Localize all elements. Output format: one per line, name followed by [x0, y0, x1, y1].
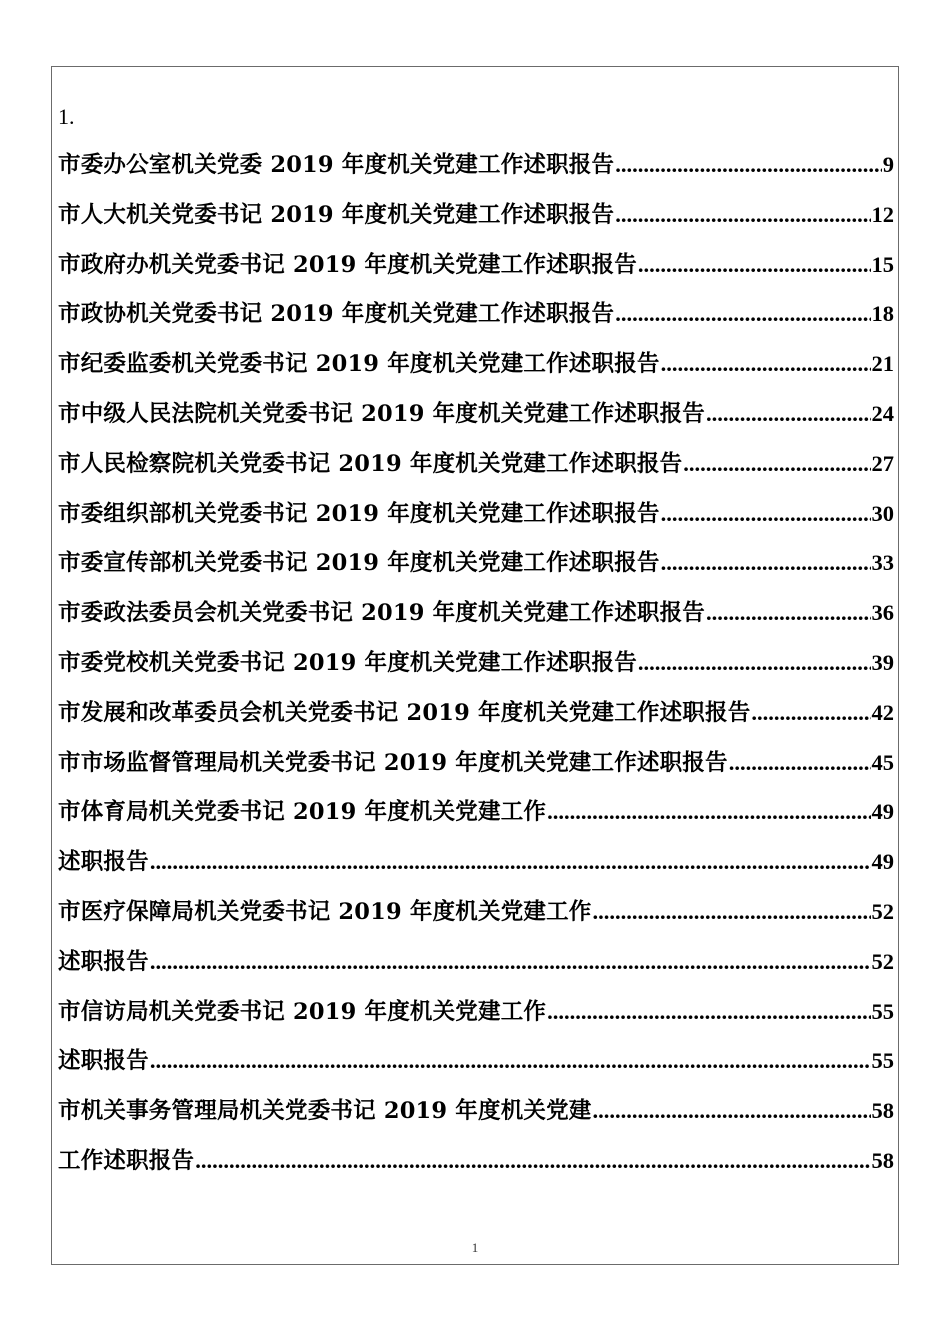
toc-entry-page: 49 — [871, 849, 894, 875]
toc-entry-page: 30 — [871, 500, 894, 526]
toc-entry[interactable] — [58, 247, 894, 297]
toc-dot-leader — [729, 745, 871, 781]
toc-entry-page: 58 — [871, 1098, 894, 1124]
toc-entry-title: 市体育局机关党委书记 2019 年度机关党建工作 — [58, 799, 547, 826]
toc-entry-title: 述职报告 — [58, 849, 149, 876]
toc-entry-page: 55 — [871, 998, 894, 1024]
toc-entry-title: 市发展和改革委员会机关党委书记 2019 年度机关党建工作述职报告 — [58, 699, 751, 726]
toc-entry[interactable] — [58, 1143, 894, 1193]
toc-dot-leader — [683, 446, 870, 482]
toc-entry-title: 市委办公室机关党委 2019 年度机关党建工作述职报告 — [58, 152, 615, 178]
toc-entry[interactable] — [58, 296, 894, 346]
toc-dot-leader — [706, 595, 871, 631]
toc-dot-leader — [615, 147, 882, 183]
toc-entry-title: 市委党校机关党委书记 2019 年度机关党建工作述职报告 — [58, 649, 637, 676]
toc-entry[interactable] — [58, 745, 894, 795]
footer-page-number: 1 — [471, 1240, 479, 1255]
toc-entry-title: 市医疗保障局机关党委书记 2019 年度机关党建工作 — [58, 898, 592, 925]
toc-entry-page: 39 — [871, 649, 894, 675]
toc-entry-page: 33 — [871, 550, 894, 576]
toc-entry-page: 52 — [871, 948, 894, 974]
toc-entry-page: 15 — [871, 251, 894, 277]
toc-entry[interactable] — [58, 197, 894, 247]
toc-entry-page: 36 — [871, 600, 894, 626]
toc-entry-title: 市委组织部机关党委书记 2019 年度机关党建工作述职报告 — [58, 500, 660, 527]
toc-entry[interactable] — [58, 595, 894, 645]
toc-entry-title: 市委宣传部机关党委书记 2019 年度机关党建工作述职报告 — [58, 550, 660, 577]
toc-dot-leader — [593, 894, 871, 930]
toc-entry[interactable] — [58, 894, 894, 944]
section-number: 1. — [58, 104, 75, 129]
toc-entry-title: 市人民检察院机关党委书记 2019 年度机关党建工作述职报告 — [58, 450, 683, 477]
toc-entry-page: 42 — [871, 699, 894, 725]
toc-entry-page: 18 — [871, 301, 894, 327]
toc-entry[interactable] — [58, 944, 894, 994]
toc-entry-title: 述职报告 — [58, 948, 149, 975]
toc-entry-title: 市信访局机关党委书记 2019 年度机关党建工作 — [58, 998, 547, 1025]
toc-dot-leader — [195, 1143, 870, 1179]
toc-entry[interactable] — [58, 446, 894, 496]
toc-dot-leader — [638, 247, 871, 283]
toc-entry-page: 45 — [871, 749, 894, 775]
toc-dot-leader — [751, 695, 870, 731]
toc-entry-page: 58 — [871, 1147, 894, 1173]
toc-entry-page: 55 — [871, 1048, 894, 1074]
toc-entry-page: 27 — [871, 450, 894, 476]
toc-entry-page: 9 — [882, 152, 894, 177]
toc-entry[interactable] — [58, 147, 894, 197]
toc-entry-page: 52 — [871, 898, 894, 924]
toc-dot-leader — [547, 994, 870, 1030]
toc-dot-leader — [661, 496, 871, 532]
toc-entry-page: 21 — [871, 351, 894, 377]
table-of-contents — [58, 147, 894, 1193]
toc-dot-leader — [638, 645, 871, 681]
toc-dot-leader — [547, 794, 870, 830]
toc-entry[interactable] — [58, 1093, 894, 1143]
toc-entry-title: 市市场监督管理局机关党委书记 2019 年度机关党建工作述职报告 — [58, 749, 728, 776]
toc-entry[interactable] — [58, 396, 894, 446]
toc-entry-title: 市委政法委员会机关党委书记 2019 年度机关党建工作述职报告 — [58, 600, 705, 627]
toc-entry[interactable] — [58, 346, 894, 396]
toc-entry-title: 市纪委监委机关党委书记 2019 年度机关党建工作述职报告 — [58, 351, 660, 378]
toc-dot-leader — [150, 844, 871, 880]
toc-entry-title: 工作述职报告 — [58, 1147, 195, 1174]
toc-entry-title: 市中级人民法院机关党委书记 2019 年度机关党建工作述职报告 — [58, 400, 705, 427]
toc-dot-leader — [150, 1043, 871, 1079]
toc-entry-title: 市政协机关党委书记 2019 年度机关党建工作述职报告 — [58, 301, 615, 328]
toc-dot-leader — [615, 197, 870, 233]
toc-entry-page: 49 — [871, 799, 894, 825]
toc-entry-title: 述职报告 — [58, 1048, 149, 1075]
toc-entry-page: 12 — [871, 201, 894, 227]
toc-dot-leader — [661, 346, 871, 382]
toc-entry-title: 市人大机关党委书记 2019 年度机关党建工作述职报告 — [58, 201, 615, 228]
toc-entry[interactable] — [58, 844, 894, 894]
toc-dot-leader — [706, 396, 871, 432]
toc-dot-leader — [593, 1093, 871, 1129]
toc-entry-title: 市政府办机关党委书记 2019 年度机关党建工作述职报告 — [58, 251, 637, 278]
toc-dot-leader — [150, 944, 871, 980]
toc-entry[interactable] — [58, 496, 894, 546]
toc-dot-leader — [615, 296, 870, 332]
toc-entry[interactable] — [58, 695, 894, 745]
toc-entry-page: 24 — [871, 400, 894, 426]
toc-entry[interactable] — [58, 1043, 894, 1093]
toc-dot-leader — [661, 545, 871, 581]
toc-entry[interactable] — [58, 645, 894, 695]
toc-entry-title: 市机关事务管理局机关党委书记 2019 年度机关党建 — [58, 1098, 592, 1125]
toc-entry[interactable] — [58, 545, 894, 595]
toc-entry[interactable] — [58, 794, 894, 844]
toc-entry[interactable] — [58, 994, 894, 1044]
